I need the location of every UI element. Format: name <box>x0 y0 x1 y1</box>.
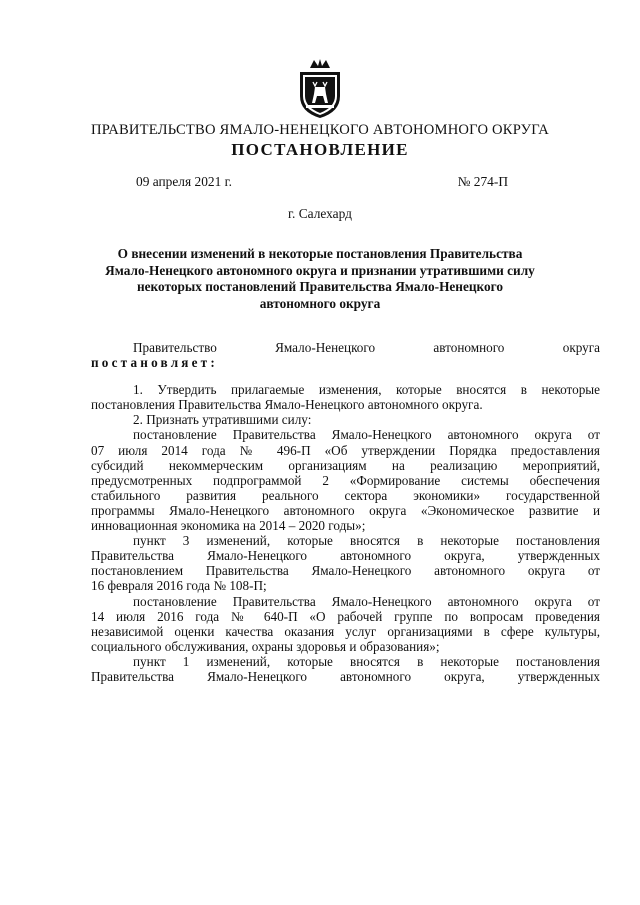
document-body <box>91 340 600 684</box>
document-type: ПОСТАНОВЛЕНИЕ <box>231 140 409 159</box>
document-number: № 274-П <box>457 174 508 189</box>
paragraph-line: пункт 3 изменений, которые вносятся в некоторые постановления <box>133 533 600 549</box>
paragraph-line: программы Ямало-Ненецкого автономного округа «Экономическое развитие и <box>91 502 600 518</box>
paragraph-line: постановления Правительства Ямало-Ненецкого автономного округа. <box>91 397 483 413</box>
paragraph-line: стабильного развития реального сектора экономики» государственной <box>91 487 600 503</box>
paragraph-line: 2. Признать утратившими силу: <box>133 412 312 428</box>
preamble-line: Правительство Ямало-Ненецкого автономного округа <box>133 340 600 355</box>
paragraph-line: субсидий некоммерческим организациям на реализацию мероприятий, <box>91 457 600 473</box>
subject-line: некоторых постановлений Правительства Ямало-Ненецкого <box>136 279 504 295</box>
paragraph-line: предусмотренных подпрограммой 2 «Формирование системы обеспечения <box>91 472 600 488</box>
paragraph-line: Правительства Ямало-Ненецкого автономного округа, утвержденных <box>91 548 600 564</box>
paragraph-line: постановление Правительства Ямало-Ненецкого автономного округа от <box>133 427 600 443</box>
paragraph-line: 16 февраля 2016 года № 108-П; <box>91 578 267 594</box>
paragraph-line: социального обслуживания, охраны здоровья и образования»; <box>91 638 440 654</box>
preamble-verb: постановляет: <box>91 355 218 371</box>
paragraph-line: пункт 1 изменений, которые вносятся в некоторые постановления <box>133 653 600 669</box>
paragraph-line: 1. Утвердить прилагаемые изменения, которые вносятся в некоторые <box>133 382 600 398</box>
subject-line: О внесении изменений в некоторые постановления Правительства <box>117 246 523 261</box>
paragraph-line: постановлением Правительства Ямало-Ненецкого автономного округа от <box>91 563 600 579</box>
paragraph-line: независимой оценки качества оказания услуг организациями в сфере культуры, <box>91 623 600 639</box>
paragraph-line: 07 июля 2014 года № 496-П «Об утверждении Порядка предоставления <box>91 442 600 458</box>
subject-line: автономного округа <box>259 295 381 311</box>
document-date: 09 апреля 2021 г. <box>136 174 232 189</box>
subject-line: Ямало-Ненецкого автономного округа и признании утратившими силу <box>105 262 535 278</box>
coat-of-arms-icon <box>294 58 346 120</box>
paragraph-line: Правительства Ямало-Ненецкого автономного округа, утвержденных <box>91 668 600 684</box>
paragraph-line: 14 июля 2016 года № 640-П «О рабочей группе по вопросам проведения <box>91 608 600 624</box>
document-subject <box>96 246 544 312</box>
paragraph-line: инновационная экономика на 2014 – 2020 годы»; <box>91 518 366 534</box>
paragraph-line: постановление Правительства Ямало-Ненецкого автономного округа от <box>133 593 600 609</box>
city: г. Салехард <box>288 206 352 221</box>
government-title: ПРАВИТЕЛЬСТВО ЯМАЛО-НЕНЕЦКОГО АВТОНОМНОГО ОКРУГА <box>91 122 549 138</box>
